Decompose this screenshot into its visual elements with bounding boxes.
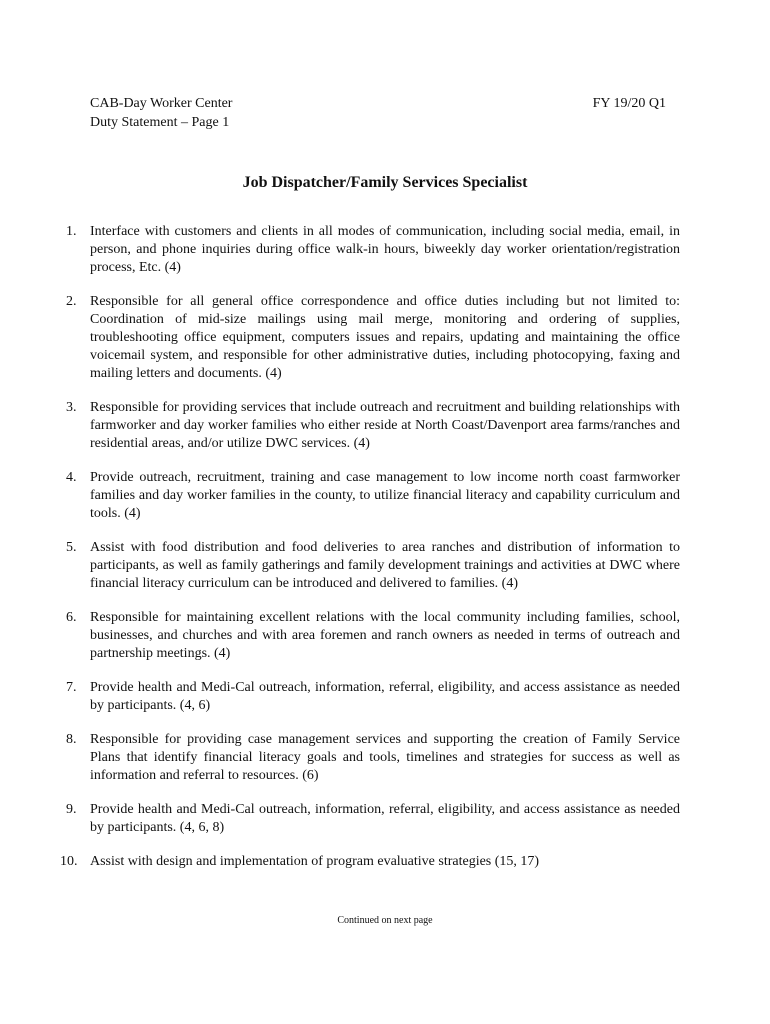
duty-number: 4. [66,470,77,485]
duty-number: 2. [66,294,77,309]
duty-text: Interface with customers and clients in all modes of communication, including social media, email, in person, and phone inquiries during office walk-in hours, biweekly day worker orientation/registration process, Etc. (4) [90,224,680,275]
duty-number: 1. [66,224,77,239]
duty-number: 10. [60,854,78,869]
duty-item-6 [66,609,680,663]
duty-item-4 [66,469,680,523]
fiscal-period: FY 19/20 Q1 [592,96,666,111]
duty-list [60,223,680,887]
duty-text: Provide outreach, recruitment, training and case management to low income north coast farmworker families and day worker families in the county, to utilize financial literacy and capability curriculum and tools. (4) [90,470,680,521]
duty-number: 3. [66,400,77,415]
duty-number: 9. [66,802,77,817]
continued-note: Continued on next page [337,915,433,926]
duty-item-9 [66,801,680,837]
duty-number: 6. [66,610,77,625]
duty-text: Responsible for all general office correspondence and office duties including but not limited to: Coordination of mid-size mailings using mail merge, monitoring and ordering of supplies, troubleshooting office equipment, computers issues and repairs, updating and maintaining the office voicemail system, and responsible for other administrative duties, including photocopying, faxing and mailing letters and documents. (4) [90,294,680,381]
duty-item-2 [66,293,680,383]
duty-number: 7. [66,680,77,695]
duty-item-10 [60,853,680,871]
duty-item-1 [66,223,680,277]
duty-text: Assist with design and implementation of program evaluative strategies (15, 17) [90,854,540,869]
duty-item-8 [66,731,680,785]
duty-item-5 [66,539,680,593]
duty-text: Responsible for providing services that include outreach and recruitment and building relationships with farmworker and day worker families who either reside at North Coast/Davenport area farms/ranches and residential areas, and/or utilize DWC services. (4) [90,400,680,451]
duty-text: Assist with food distribution and food deliveries to area ranches and distribution of information to participants, as well as family gatherings and family development trainings and activities at DWC where financial literacy curriculum can be introduced and delivered to families. (4) [90,540,680,591]
duty-number: 8. [66,732,77,747]
page-title: Job Dispatcher/Family Services Specialist [242,174,528,191]
org-name: CAB-Day Worker Center [90,96,233,111]
duty-number: 5. [66,540,77,555]
duty-text: Provide health and Medi-Cal outreach, information, referral, eligibility, and access assistance as needed by participants. (4, 6) [90,680,680,713]
duty-item-3 [66,399,680,453]
doc-page-label: Duty Statement – Page 1 [90,115,230,130]
header-left [90,94,232,132]
duty-text: Responsible for maintaining excellent relations with the local community including families, school, businesses, and churches and with area foremen and ranch owners as needed in terms of outreach and partnership meetings. (4) [90,610,680,661]
duty-item-7 [66,679,680,715]
duty-text: Responsible for providing case management services and supporting the creation of Family Service Plans that identify financial literacy goals and tools, timelines and strategies for success as well as information and referral to resources. (6) [90,732,680,783]
duty-text: Provide health and Medi-Cal outreach, information, referral, eligibility, and access assistance as needed by participants. (4, 6, 8) [90,802,680,835]
